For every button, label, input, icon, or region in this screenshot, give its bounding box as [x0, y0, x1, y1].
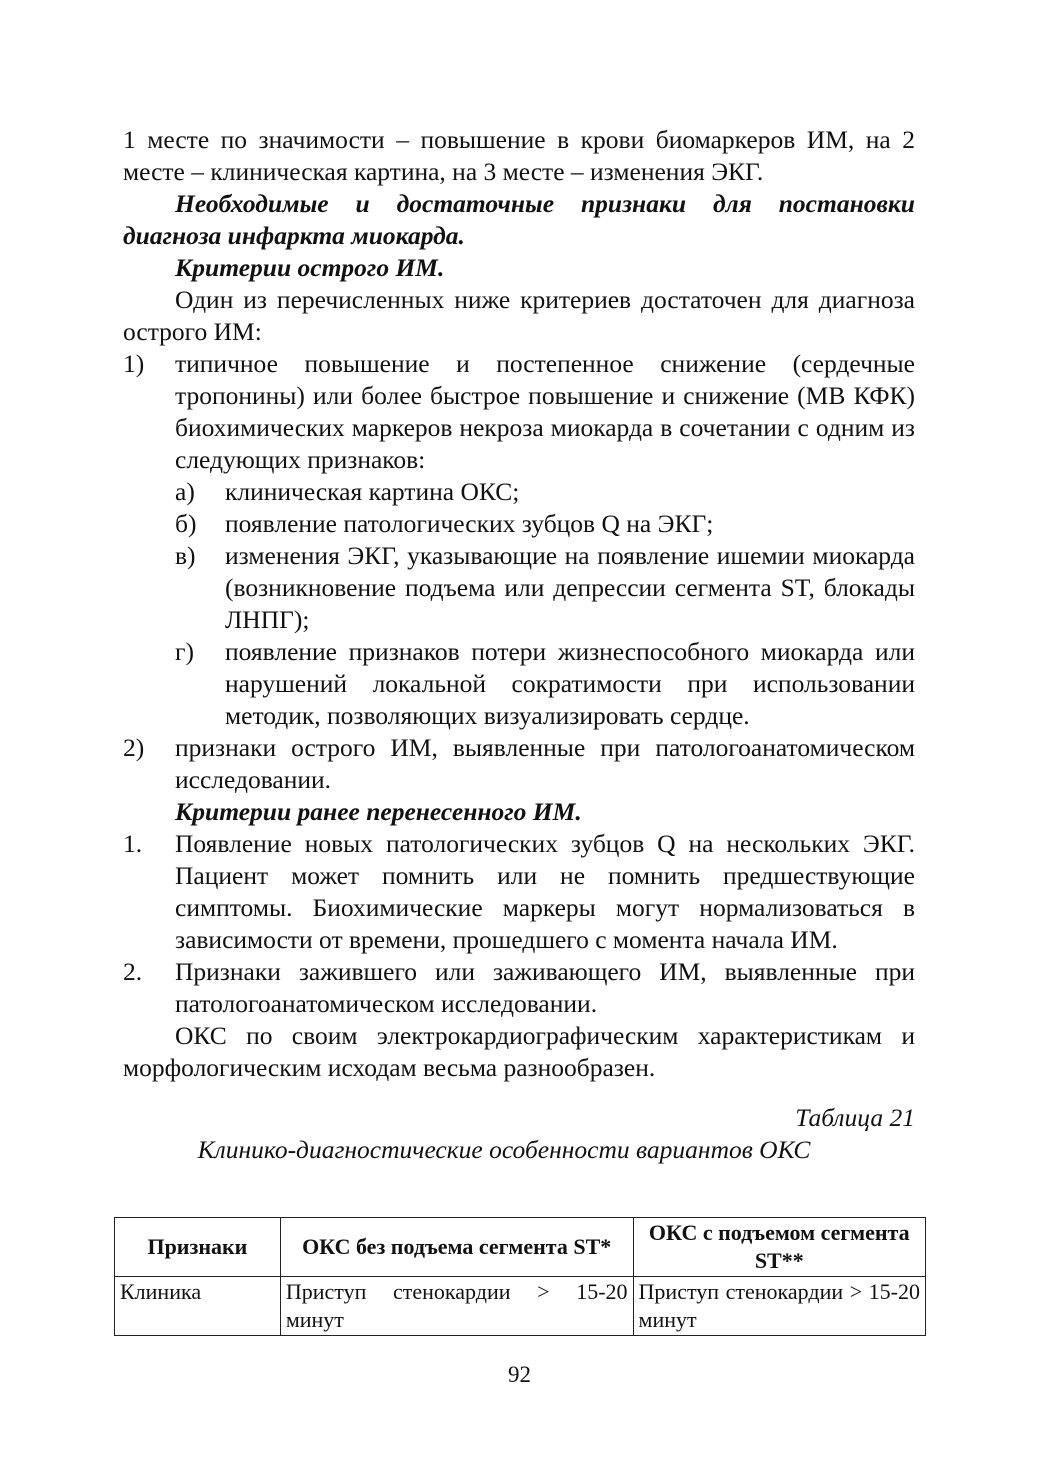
item-number: 2) — [123, 733, 145, 762]
table-cell: Приступ стенокардии > 15-20 минут — [280, 1277, 633, 1336]
table-header-cell: ОКС с подъемом сегмента ST** — [633, 1218, 925, 1277]
item-text: признаки острого ИМ, выявленные при патологоанатомическом исследовании. — [175, 733, 915, 794]
item-number: 2. — [123, 957, 143, 986]
subitem-letter: б) — [175, 509, 197, 538]
intro-paragraph: 1 месте по значимости – повышение в крови биомаркеров ИМ, на 2 месте – клиническая картина, на 3 месте – изменения ЭКГ. — [123, 125, 915, 186]
subitem-text: клиническая картина ОКС; — [225, 477, 520, 506]
item-text: типичное повышение и постепенное снижение (сердечные тропонины) или более быстрое повышение и снижение (МВ КФК) биохимических маркеров некроза миокарда в сочетании с одним из следующих признаков: — [175, 349, 915, 474]
table-title: Клинико-диагностические особенности вариантов ОКС — [197, 1135, 811, 1164]
acute-criterion-item — [123, 732, 915, 796]
page-number: 92 — [508, 1362, 531, 1387]
closing-paragraph: ОКС по своим электрокардиографическим характеристикам и морфологическим исходам весьма разнообразен. — [123, 1021, 915, 1082]
acs-variants-table — [114, 1217, 926, 1336]
previous-criterion-item — [123, 828, 915, 956]
table-header-cell: ОКС без подъема сегмента ST* — [280, 1218, 633, 1277]
table-cell: Приступ стенокардии > 15-20 минут — [633, 1277, 925, 1336]
subitem-letter: г) — [175, 637, 194, 666]
acute-criteria-lead: Один из перечисленных ниже критериев достаточен для диагноза острого ИМ: — [123, 285, 915, 346]
item-text: Признаки зажившего или заживающего ИМ, выявленные при патологоанатомическом исследовании. — [175, 957, 915, 1018]
table-row — [115, 1277, 926, 1336]
acute-subitem — [123, 508, 915, 540]
subitem-letter: в) — [175, 541, 196, 570]
acute-subitem — [123, 476, 915, 508]
page-body — [123, 124, 915, 1166]
subitem-letter: а) — [175, 477, 195, 506]
subitem-text: появление признаков потери жизнеспособного миокарда или нарушений локальной сократимости при использовании методик, позволяющих визуализировать сердце. — [225, 637, 915, 730]
acute-subitem — [123, 540, 915, 636]
item-text: Появление новых патологических зубцов Q на нескольких ЭКГ. Пациент может помнить или не помнить предшествующие симптомы. Биохимические маркеры могут нормализоваться в зависимости от времени, прошедшего с момента начала ИМ. — [175, 829, 915, 954]
table-label: Таблица 21 — [795, 1103, 915, 1132]
subitem-text: появление патологических зубцов Q на ЭКГ; — [225, 509, 714, 538]
previous-criterion-item — [123, 956, 915, 1020]
main-heading: Необходимые и достаточные признаки для постановки диагноза инфаркта миокарда. — [123, 189, 915, 250]
table-cell: Клиника — [115, 1277, 281, 1336]
item-number: 1. — [123, 829, 143, 858]
table-header-row — [115, 1218, 926, 1277]
acute-subitem — [123, 636, 915, 732]
item-number: 1) — [123, 349, 145, 378]
previous-criteria-title: Критерии ранее перенесенного ИМ. — [175, 797, 582, 826]
table-header-cell: Признаки — [115, 1218, 281, 1277]
acute-criteria-title: Критерии острого ИМ. — [175, 253, 445, 282]
subitem-text: изменения ЭКГ, указывающие на появление ишемии миокарда (возникновение подъема или депрессии сегмента ST, блокады ЛНПГ); — [225, 541, 915, 634]
acute-criterion-item — [123, 348, 915, 476]
